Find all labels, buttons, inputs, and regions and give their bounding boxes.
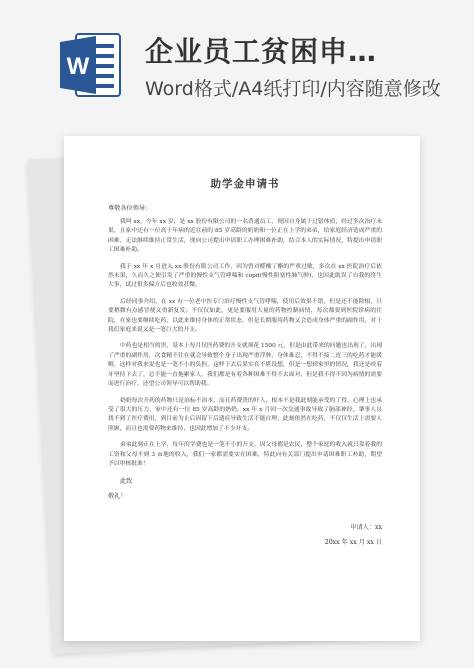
svg-text:W: W: [66, 53, 90, 80]
document-signature: 申请人：xx: [350, 524, 382, 532]
document-preview: [64, 136, 420, 641]
document-paragraph: 我叫 xx，今年 xx 岁，是 xx 股份有限公司的一名普通员工，现因自身属于过错体质，经过多次治疗未果，且家中还有一位高于年病的近在前的 85 岁高龄的奶奶和一位正在上学的弟弟，给家庭经济造成严重的困难，无法继续维持正常生活，现向公司提出申请职工办理困难补助，结合本人的实际情况，特提出申请职工困难补助。: [108, 219, 382, 254]
document-greeting: 尊敬各位领导：: [108, 205, 152, 212]
page-title: 企业员工贫困申…: [145, 35, 378, 68]
document-paragraph: 我于 xx 年 x 月进入 xx 股份有限公司工作，因为曾对醛酸了酯的严重过敏，多次在 xx 医院治疗后依然未果，久而久之便引发了严重的慢性支气管哮喘和 copd(慢性阻塞性肺气肿)，也因此耽误了自我的终生大事，试过很多偏方后也收效甚微。: [108, 263, 382, 289]
document-salute: 敬礼！: [108, 493, 127, 501]
document-paragraph: 中药也是相当的贵，基本上每月仅医药费的开支就须花 1500 元，但是由此带来的问题也出现了，出现了严重的副作用，次食精不往在就会导致整个身子出现严重浮肿，身体难忍，不得不接二连三的吃药才能缓解，这样对我来说也是一笔不小的负担，这样下去后果实在不堪设想，但是一想到家里的情况，我还是咬着牙坚持下去了，总不能一直拖累家人，我们都是有着各种困难不得不去面对，但是我不得不因为病情的需要而进行治疗，还望公司领导可以帮助我。: [108, 343, 382, 388]
document-paragraph: 后经同事介绍，在 xx 有一位老中医专门治疗慢性支气管哮喘，使用后效果不错，但是还不能除根，只要稍微有点感冒便又重新复发；不仅仅如此，更是要服用大量的药物控制病情，每次都要到医院诊病的住院，在家也要继续吃药，以此来维持身体的正常状态，但是长期服用药物又会造成身体严重的副作用，对于我们家庭来说又是一笔巨大的开支。: [108, 298, 382, 334]
header: [0, 0, 474, 108]
document-paragraph: 弟弟此刻正在上学，每年的学费也是一笔不小的开支，因父母都是农民，整个家庭的收入就只靠着我的工资和父母不到 3 亩地的收入，我们一家都需要实在困难，特此向有关部门提出申请困难职工补助，期望予以审核批准！: [108, 442, 382, 467]
document-closing: 此致: [120, 478, 133, 486]
document-title: 助学金申请书: [210, 178, 280, 190]
document-date: 20xx 年 xx 月 xx 日: [324, 539, 382, 547]
document-paragraph: 奶奶每次开药的药物只是治标不治本，而且药费贵的吓人，根本不是我此刻能承受的了得，心理上也承受了很大的压力，家中还有一位 85 岁高龄的奶奶，xx 年 x 月因一次交通事故导致了脑部神经，肇事人员找不到了医疗费用，到目前为止后因留下后遗症导致生活不能自理，此刻依然在吃药，不仅仅生活上需要人照顾，而且也需要药物来维持，也因此增加了不少开支。: [108, 397, 382, 432]
word-icon: [60, 30, 122, 100]
page-subtitle: Word格式/A4纸打印/内容随意修改: [145, 78, 441, 100]
